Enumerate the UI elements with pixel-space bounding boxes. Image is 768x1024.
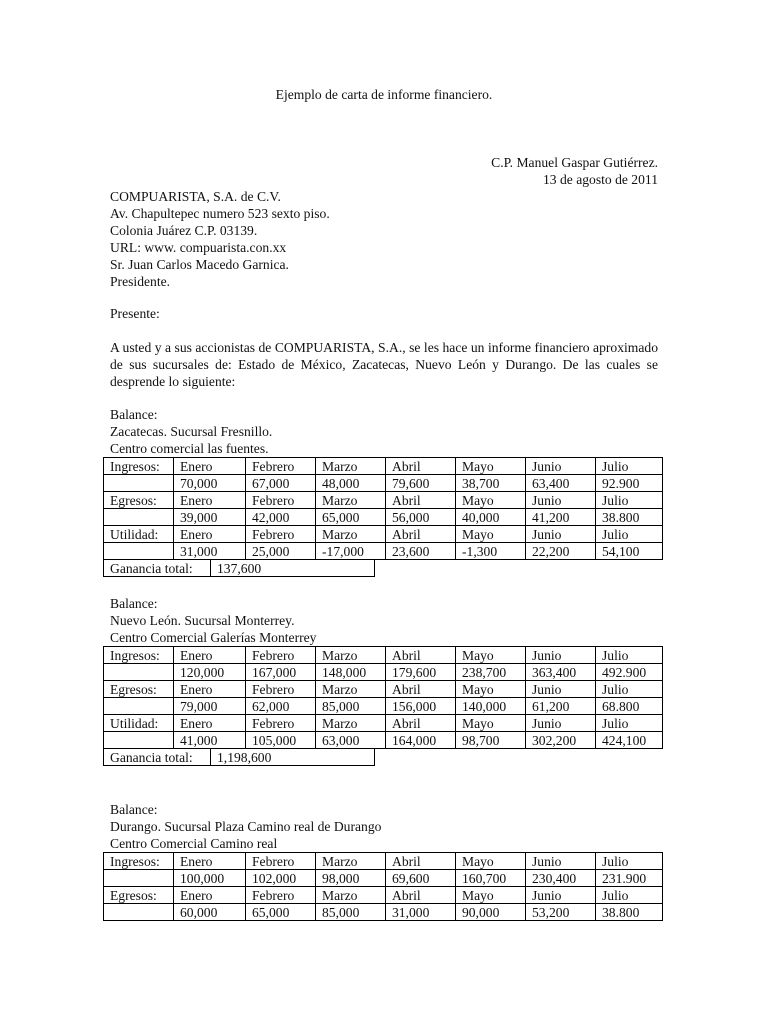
value-cell: 231.900 bbox=[596, 870, 663, 887]
month-header-cell: Mayo bbox=[456, 715, 526, 732]
balance-heading: Balance: bbox=[110, 596, 158, 611]
balance-heading: Balance: bbox=[110, 802, 158, 817]
row-label: Utilidad: bbox=[104, 715, 174, 732]
value-cell: 62,000 bbox=[246, 698, 316, 715]
value-cell: 363,400 bbox=[526, 664, 596, 681]
empty-cell bbox=[104, 904, 174, 921]
month-header-cell: Febrero bbox=[246, 887, 316, 904]
value-cell: 179,600 bbox=[386, 664, 456, 681]
month-header-cell: Abril bbox=[386, 492, 456, 509]
month-header-cell: Marzo bbox=[316, 526, 386, 543]
balance-section bbox=[110, 801, 663, 921]
table-row bbox=[104, 458, 663, 475]
value-cell: 38.800 bbox=[596, 509, 663, 526]
value-cell: 167,000 bbox=[246, 664, 316, 681]
value-cell: 38.800 bbox=[596, 904, 663, 921]
month-header-cell: Marzo bbox=[316, 647, 386, 664]
value-cell: 100,000 bbox=[174, 870, 246, 887]
month-header-cell: Febrero bbox=[246, 526, 316, 543]
month-header-cell: Febrero bbox=[246, 492, 316, 509]
month-header-cell: Enero bbox=[174, 887, 246, 904]
empty-cell bbox=[104, 698, 174, 715]
table-row bbox=[104, 715, 663, 732]
month-header-cell: Abril bbox=[386, 647, 456, 664]
value-cell: 156,000 bbox=[386, 698, 456, 715]
row-label: Egresos: bbox=[104, 887, 174, 904]
value-cell: 164,000 bbox=[386, 732, 456, 749]
value-cell: 79,000 bbox=[174, 698, 246, 715]
month-header-cell: Junio bbox=[526, 887, 596, 904]
empty-cell bbox=[104, 664, 174, 681]
balance-table bbox=[103, 646, 663, 749]
month-header-cell: Mayo bbox=[456, 526, 526, 543]
month-header-cell: Marzo bbox=[316, 887, 386, 904]
month-header-cell: Mayo bbox=[456, 492, 526, 509]
empty-cell bbox=[104, 475, 174, 492]
month-header-cell: Julio bbox=[596, 458, 663, 475]
month-header-cell: Marzo bbox=[316, 492, 386, 509]
value-cell: 120,000 bbox=[174, 664, 246, 681]
value-cell: 31,000 bbox=[386, 904, 456, 921]
month-header-cell: Febrero bbox=[246, 681, 316, 698]
month-header-cell: Junio bbox=[526, 715, 596, 732]
value-cell: 53,200 bbox=[526, 904, 596, 921]
month-header-cell: Enero bbox=[174, 853, 246, 870]
value-cell: 68.800 bbox=[596, 698, 663, 715]
table-row bbox=[104, 887, 663, 904]
table-row bbox=[104, 543, 663, 560]
month-header-cell: Junio bbox=[526, 492, 596, 509]
month-header-cell: Marzo bbox=[316, 715, 386, 732]
value-cell: 148,000 bbox=[316, 664, 386, 681]
value-cell: 39,000 bbox=[174, 509, 246, 526]
month-header-cell: Febrero bbox=[246, 853, 316, 870]
letter-date: 13 de agosto de 2011 bbox=[542, 172, 658, 187]
row-label: Egresos: bbox=[104, 492, 174, 509]
value-cell: 54,100 bbox=[596, 543, 663, 560]
table-row bbox=[104, 681, 663, 698]
value-cell: 41,000 bbox=[174, 732, 246, 749]
month-header-cell: Julio bbox=[596, 647, 663, 664]
total-profit-value: 1,198,600 bbox=[211, 749, 375, 766]
month-header-cell: Junio bbox=[526, 647, 596, 664]
month-header-cell: Abril bbox=[386, 887, 456, 904]
value-cell: 23,600 bbox=[386, 543, 456, 560]
address-line: URL: www. compuarista.con.xx bbox=[110, 240, 287, 255]
value-cell: 38,700 bbox=[456, 475, 526, 492]
month-header-cell: Enero bbox=[174, 681, 246, 698]
row-label: Utilidad: bbox=[104, 526, 174, 543]
month-header-cell: Abril bbox=[386, 853, 456, 870]
table-row bbox=[104, 904, 663, 921]
value-cell: 70,000 bbox=[174, 475, 246, 492]
month-header-cell: Enero bbox=[174, 492, 246, 509]
author-block bbox=[491, 154, 658, 188]
value-cell: 140,000 bbox=[456, 698, 526, 715]
balance-heading: Balance: bbox=[110, 407, 158, 422]
month-header-cell: Julio bbox=[596, 887, 663, 904]
empty-cell bbox=[104, 732, 174, 749]
row-label: Ingresos: bbox=[104, 458, 174, 475]
balance-table bbox=[103, 457, 663, 560]
value-cell: 56,000 bbox=[386, 509, 456, 526]
empty-cell bbox=[104, 509, 174, 526]
month-header-cell: Julio bbox=[596, 853, 663, 870]
month-header-cell: Febrero bbox=[246, 715, 316, 732]
month-header-cell: Mayo bbox=[456, 647, 526, 664]
table-row bbox=[104, 870, 663, 887]
total-profit-label: Ganancia total: bbox=[104, 749, 211, 766]
table-row bbox=[104, 492, 663, 509]
value-cell: 90,000 bbox=[456, 904, 526, 921]
value-cell: 85,000 bbox=[316, 698, 386, 715]
month-header-cell: Abril bbox=[386, 458, 456, 475]
month-header-cell: Enero bbox=[174, 458, 246, 475]
value-cell: 98,000 bbox=[316, 870, 386, 887]
total-profit-label: Ganancia total: bbox=[104, 560, 211, 577]
balance-branch: Zacatecas. Sucursal Fresnillo. bbox=[110, 424, 273, 439]
intro-text: A usted y a sus accionistas de COMPUARISTA, S.A., se les hace un informe financiero aproximado de sus sucursales de: Estado de México, Zacatecas, Nuevo León y Durango. De las cuales se desprende lo siguiente: bbox=[110, 340, 658, 389]
table-row bbox=[104, 664, 663, 681]
value-cell: 22,200 bbox=[526, 543, 596, 560]
recipient-address bbox=[110, 188, 330, 290]
value-cell: 31,000 bbox=[174, 543, 246, 560]
balance-section bbox=[110, 595, 663, 766]
month-header-cell: Julio bbox=[596, 492, 663, 509]
table-row bbox=[104, 698, 663, 715]
value-cell: 492.900 bbox=[596, 664, 663, 681]
value-cell: 42,000 bbox=[246, 509, 316, 526]
month-header-cell: Marzo bbox=[316, 853, 386, 870]
value-cell: 302,200 bbox=[526, 732, 596, 749]
balance-branch: Durango. Sucursal Plaza Camino real de Durango bbox=[110, 819, 382, 834]
value-cell: 63,400 bbox=[526, 475, 596, 492]
address-line: Sr. Juan Carlos Macedo Garnica. bbox=[110, 257, 289, 272]
value-cell: 69,600 bbox=[386, 870, 456, 887]
value-cell: 85,000 bbox=[316, 904, 386, 921]
document-title: Ejemplo de carta de informe financiero. bbox=[275, 87, 493, 102]
table-row bbox=[104, 647, 663, 664]
value-cell: 238,700 bbox=[456, 664, 526, 681]
month-header-cell: Enero bbox=[174, 715, 246, 732]
month-header-cell: Junio bbox=[526, 681, 596, 698]
address-line: Av. Chapultepec numero 523 sexto piso. bbox=[110, 206, 330, 221]
month-header-cell: Mayo bbox=[456, 853, 526, 870]
balance-mall: Centro Comercial Camino real bbox=[110, 836, 278, 851]
month-header-cell: Febrero bbox=[246, 458, 316, 475]
month-header-cell: Marzo bbox=[316, 458, 386, 475]
value-cell: 92.900 bbox=[596, 475, 663, 492]
value-cell: 63,000 bbox=[316, 732, 386, 749]
value-cell: 65,000 bbox=[246, 904, 316, 921]
month-header-cell: Abril bbox=[386, 526, 456, 543]
row-label: Ingresos: bbox=[104, 647, 174, 664]
month-header-cell: Julio bbox=[596, 715, 663, 732]
address-line: COMPUARISTA, S.A. de C.V. bbox=[110, 189, 281, 204]
value-cell: 65,000 bbox=[316, 509, 386, 526]
value-cell: 40,000 bbox=[456, 509, 526, 526]
address-line: Colonia Juárez C.P. 03139. bbox=[110, 223, 258, 238]
month-header-cell: Abril bbox=[386, 715, 456, 732]
total-profit-table bbox=[103, 748, 375, 766]
balance-mall: Centro Comercial Galerías Monterrey bbox=[110, 630, 317, 645]
empty-cell bbox=[104, 870, 174, 887]
value-cell: 105,000 bbox=[246, 732, 316, 749]
value-cell: 60,000 bbox=[174, 904, 246, 921]
value-cell: 48,000 bbox=[316, 475, 386, 492]
value-cell: 61,200 bbox=[526, 698, 596, 715]
value-cell: 424,100 bbox=[596, 732, 663, 749]
month-header-cell: Mayo bbox=[456, 681, 526, 698]
month-header-cell: Enero bbox=[174, 647, 246, 664]
value-cell: 67,000 bbox=[246, 475, 316, 492]
row-label: Egresos: bbox=[104, 681, 174, 698]
value-cell: 41,200 bbox=[526, 509, 596, 526]
month-header-cell: Mayo bbox=[456, 887, 526, 904]
address-line: Presidente. bbox=[110, 274, 171, 289]
value-cell: -17,000 bbox=[316, 543, 386, 560]
month-header-cell: Junio bbox=[526, 458, 596, 475]
value-cell: 102,000 bbox=[246, 870, 316, 887]
value-cell: 160,700 bbox=[456, 870, 526, 887]
table-row bbox=[104, 526, 663, 543]
value-cell: 230,400 bbox=[526, 870, 596, 887]
table-row bbox=[104, 475, 663, 492]
table-row bbox=[104, 509, 663, 526]
month-header-cell: Junio bbox=[526, 526, 596, 543]
table-row bbox=[104, 732, 663, 749]
intro-paragraph bbox=[110, 339, 658, 390]
month-header-cell: Abril bbox=[386, 681, 456, 698]
author-name: C.P. Manuel Gaspar Gutiérrez. bbox=[491, 155, 658, 170]
total-profit-table bbox=[103, 559, 375, 577]
month-header-cell: Julio bbox=[596, 681, 663, 698]
month-header-cell: Junio bbox=[526, 853, 596, 870]
balance-table bbox=[103, 852, 663, 921]
balance-section bbox=[110, 406, 663, 577]
value-cell: 79,600 bbox=[386, 475, 456, 492]
empty-cell bbox=[104, 543, 174, 560]
month-header-cell: Enero bbox=[174, 526, 246, 543]
month-header-cell: Mayo bbox=[456, 458, 526, 475]
balance-branch: Nuevo León. Sucursal Monterrey. bbox=[110, 613, 295, 628]
total-profit-value: 137,600 bbox=[211, 560, 375, 577]
table-row bbox=[104, 853, 663, 870]
balance-mall: Centro comercial las fuentes. bbox=[110, 441, 269, 456]
value-cell: 25,000 bbox=[246, 543, 316, 560]
month-header-cell: Julio bbox=[596, 526, 663, 543]
salutation: Presente: bbox=[110, 306, 160, 321]
row-label: Ingresos: bbox=[104, 853, 174, 870]
value-cell: -1,300 bbox=[456, 543, 526, 560]
month-header-cell: Febrero bbox=[246, 647, 316, 664]
value-cell: 98,700 bbox=[456, 732, 526, 749]
month-header-cell: Marzo bbox=[316, 681, 386, 698]
